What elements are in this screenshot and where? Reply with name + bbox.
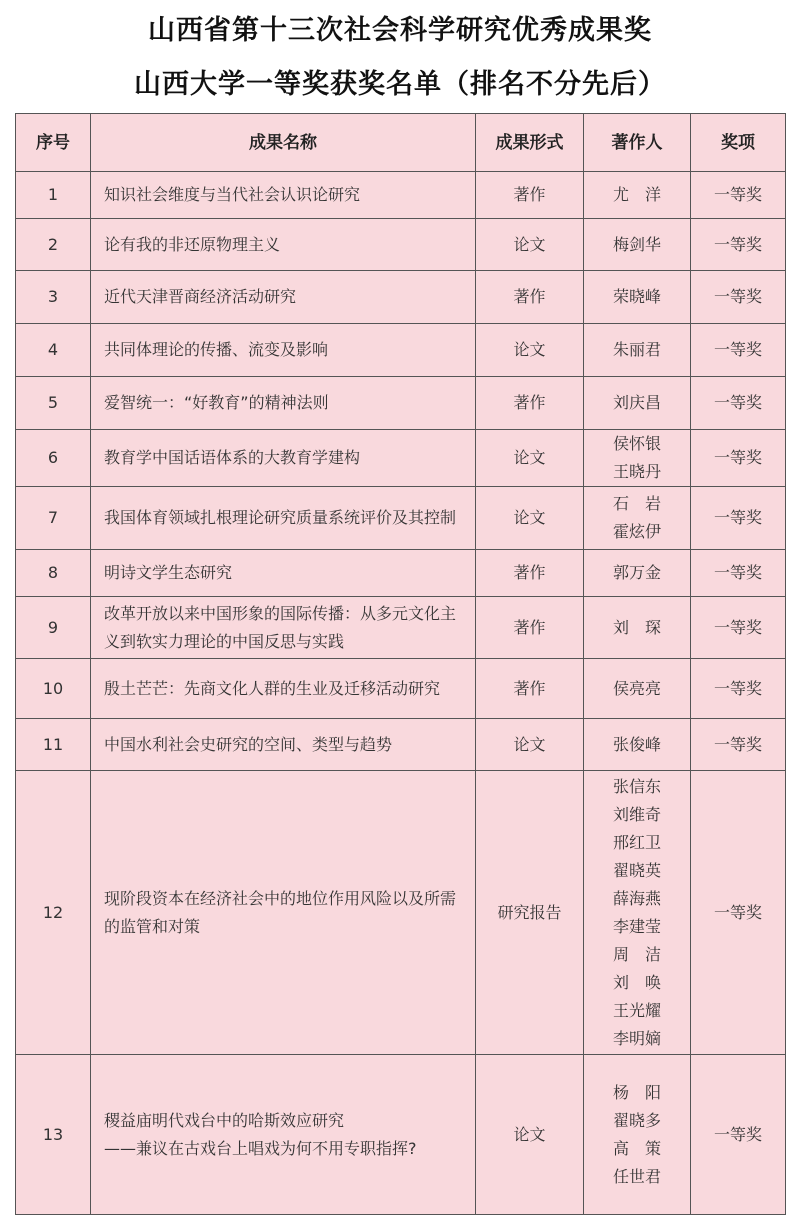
row-award: 一等奖 — [691, 1055, 786, 1215]
row-authors — [584, 550, 691, 597]
row-award: 一等奖 — [691, 219, 786, 271]
row-authors — [584, 430, 691, 487]
row-name: 殷土芒芒：先商文化人群的生业及迁移活动研究 — [91, 659, 476, 719]
author: 王晓丹 — [612, 462, 661, 481]
page-title: 山西省第十三次社会科学研究优秀成果奖 — [148, 15, 652, 46]
row-no: 12 — [16, 771, 91, 1055]
table-row — [16, 597, 786, 659]
author: 梅剑华 — [612, 234, 661, 254]
table-row — [16, 377, 786, 430]
row-form: 著作 — [476, 271, 584, 324]
table-row — [16, 219, 786, 271]
author: 刘庆昌 — [612, 393, 661, 412]
row-name: 明诗文学生态研究 — [91, 550, 476, 597]
row-award: 一等奖 — [691, 377, 786, 430]
row-authors — [584, 271, 691, 324]
row-authors — [584, 771, 691, 1055]
row-form: 论文 — [476, 430, 584, 487]
row-authors — [584, 719, 691, 771]
row-authors — [584, 219, 691, 271]
author: 杨 阳 — [612, 1082, 661, 1102]
header-authors: 著作人 — [584, 114, 691, 172]
author: 郭万金 — [612, 563, 661, 582]
row-no: 4 — [16, 324, 91, 377]
row-name: 现阶段资本在经济社会中的地位作用风险以及所需的监管和对策 — [91, 771, 476, 1055]
row-form: 论文 — [476, 1055, 584, 1215]
row-form: 著作 — [476, 550, 584, 597]
author: 刘维奇 — [612, 804, 661, 824]
row-form: 论文 — [476, 487, 584, 550]
author: 翟晓多 — [612, 1110, 661, 1130]
row-authors — [584, 172, 691, 219]
row-no: 11 — [16, 719, 91, 771]
row-name: 改革开放以来中国形象的国际传播：从多元文化主义到软实力理论的中国反思与实践 — [91, 597, 476, 659]
row-authors — [584, 487, 691, 550]
table-row — [16, 659, 786, 719]
header-form: 成果形式 — [476, 114, 584, 172]
author: 刘 唤 — [612, 972, 661, 992]
author: 邢红卫 — [612, 832, 661, 852]
row-no: 5 — [16, 377, 91, 430]
author: 周 洁 — [612, 944, 661, 964]
row-no: 13 — [16, 1055, 91, 1215]
row-name: 教育学中国话语体系的大教育学建构 — [91, 430, 476, 487]
row-form: 著作 — [476, 172, 584, 219]
row-authors — [584, 1055, 691, 1215]
author: 尤 洋 — [612, 185, 661, 204]
row-name: 我国体育领域扎根理论研究质量系统评价及其控制 — [91, 487, 476, 550]
row-award: 一等奖 — [691, 487, 786, 550]
row-award: 一等奖 — [691, 324, 786, 377]
award-table — [15, 113, 786, 1215]
row-award: 一等奖 — [691, 430, 786, 487]
row-name: 论有我的非还原物理主义 — [91, 219, 476, 271]
author: 朱丽君 — [612, 340, 661, 359]
table-row — [16, 719, 786, 771]
row-no: 6 — [16, 430, 91, 487]
header-name: 成果名称 — [91, 114, 476, 172]
author: 张信东 — [612, 776, 661, 796]
header-no: 序号 — [16, 114, 91, 172]
row-award: 一等奖 — [691, 719, 786, 771]
row-no: 8 — [16, 550, 91, 597]
row-authors — [584, 377, 691, 430]
table-row — [16, 324, 786, 377]
row-award: 一等奖 — [691, 172, 786, 219]
author: 石 岩 — [612, 494, 661, 513]
author: 高 策 — [612, 1138, 661, 1158]
row-form: 著作 — [476, 597, 584, 659]
row-no: 3 — [16, 271, 91, 324]
author: 李明嫡 — [612, 1028, 661, 1048]
table-row — [16, 487, 786, 550]
row-form: 著作 — [476, 659, 584, 719]
table-row — [16, 172, 786, 219]
page-subtitle: 山西大学一等奖获奖名单（排名不分先后） — [134, 69, 666, 100]
row-form: 著作 — [476, 377, 584, 430]
row-name: 爱智统一：“好教育”的精神法则 — [91, 377, 476, 430]
author: 翟晓英 — [612, 860, 661, 880]
row-authors — [584, 324, 691, 377]
author: 李建莹 — [612, 916, 661, 936]
author: 霍炫伊 — [612, 522, 661, 541]
author: 侯亮亮 — [612, 678, 661, 698]
author: 侯怀银 — [612, 434, 661, 453]
author: 任世君 — [612, 1166, 661, 1186]
row-name: 近代天津晋商经济活动研究 — [91, 271, 476, 324]
row-no: 1 — [16, 172, 91, 219]
row-form: 论文 — [476, 324, 584, 377]
table-row — [16, 430, 786, 487]
row-authors — [584, 659, 691, 719]
row-name-line2: ——兼议在古戏台上唱戏为何不用专职指挥? — [104, 1138, 417, 1158]
author: 薛海燕 — [612, 888, 661, 908]
table-row — [16, 771, 786, 1055]
author: 张俊峰 — [612, 734, 661, 754]
row-award: 一等奖 — [691, 271, 786, 324]
row-award: 一等奖 — [691, 659, 786, 719]
row-authors — [584, 597, 691, 659]
row-award: 一等奖 — [691, 771, 786, 1055]
row-no: 10 — [16, 659, 91, 719]
row-form: 论文 — [476, 219, 584, 271]
row-name: 知识社会维度与当代社会认识论研究 — [91, 172, 476, 219]
row-no: 9 — [16, 597, 91, 659]
author: 荣晓峰 — [612, 287, 661, 306]
author: 刘 琛 — [612, 617, 661, 637]
table-row — [16, 1055, 786, 1215]
table-row — [16, 271, 786, 324]
row-name: 共同体理论的传播、流变及影响 — [91, 324, 476, 377]
table-row — [16, 550, 786, 597]
row-name — [91, 1055, 476, 1215]
row-award: 一等奖 — [691, 597, 786, 659]
header-award: 奖项 — [691, 114, 786, 172]
row-award: 一等奖 — [691, 550, 786, 597]
row-no: 7 — [16, 487, 91, 550]
row-form: 研究报告 — [476, 771, 584, 1055]
table-header-row — [16, 114, 786, 172]
row-no: 2 — [16, 219, 91, 271]
row-name-line1: 稷益庙明代戏台中的哈斯效应研究 — [104, 1110, 345, 1130]
row-form: 论文 — [476, 719, 584, 771]
row-name: 中国水利社会史研究的空间、类型与趋势 — [91, 719, 476, 771]
author: 王光耀 — [612, 1000, 661, 1020]
